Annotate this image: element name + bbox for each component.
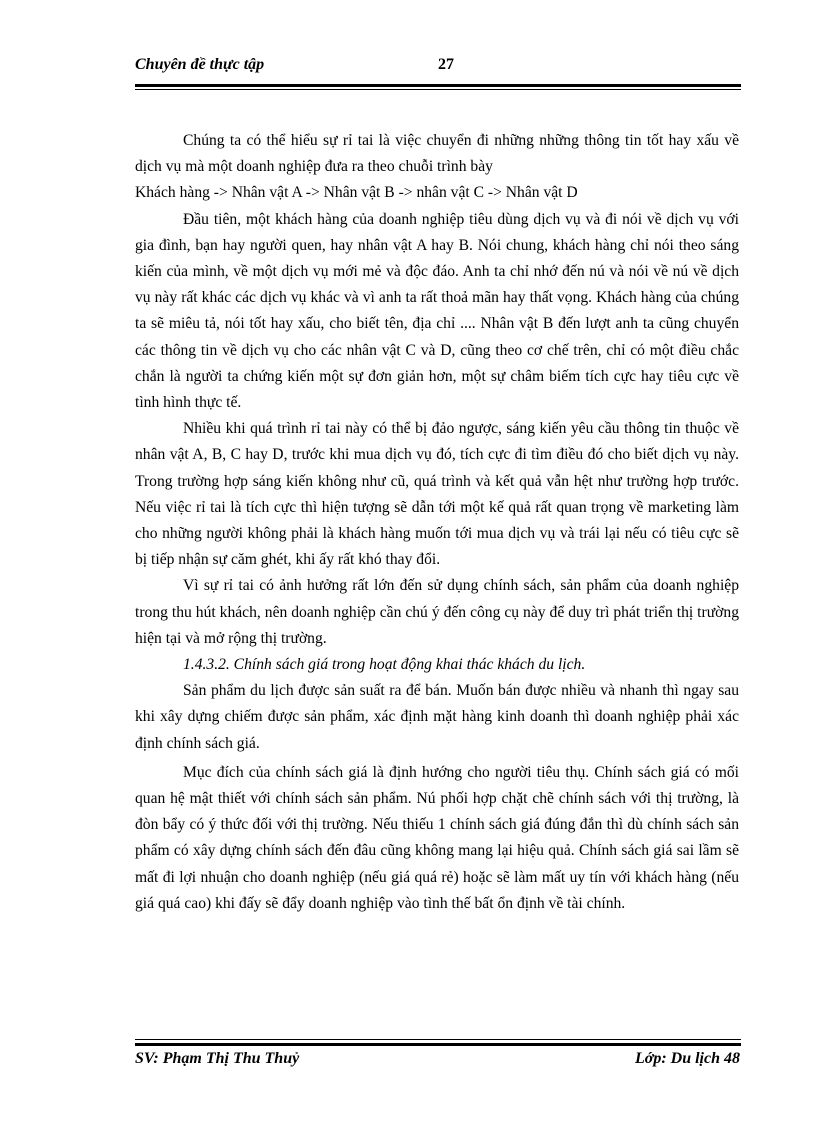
page-number: 27 [438,56,454,73]
process-chain: Khách hàng -> Nhân vật A -> Nhân vật B -> nhân vật C -> Nhân vật D [135,184,578,202]
document-title: Chuyên đề thực tập [135,56,265,73]
paragraph: Nhiều khi quá trình rỉ tai này có thể bị đảo ngược, sáng kiến yêu cầu thông tin thuộc về nhân vật A, B, C hay D, trước khi mua dịch vụ đó, tích cực đi tìm điều đó cho biết dịch vụ này. Trong trường hợp sáng kiến không như cũ, quá trình và kết quả vẫn hệt như trường hợp trước. Nếu việc rỉ tai là tích cực thì hiện tượng sẽ dẫn tới một kế quả rất quan trọng về marketing làm cho những người không phải là khách hàng muốn tới mua dịch vụ và trái lại nếu có tiêu cực sẽ bị tiếp nhận sự căm ghét, khi ấy rất khó thay đổi. [135,420,739,569]
paragraph: Sản phẩm du lịch được sản suất ra để bán. Muốn bán được nhiều và nhanh thì ngay sau khi xây dựng chiếm được sản phẩm, xác định mặt hàng kinh doanh thì doanh nghiệp phải xác định chính sách giá. [135,682,739,752]
paragraph: Đầu tiên, một khách hàng của doanh nghiệp tiêu dùng dịch vụ và đi nói về dịch vụ với gia đình, bạn hay người quen, hay nhân vật A hay B. Nói chung, khách hàng chỉ nói theo sáng kiến của mình, về một dịch vụ mới mẻ và độc đáo. Anh ta chỉ nhớ đến nú và nói về nú về dịch vụ này rất khác các dịch vụ khác và vì anh ta rất thoả mãn hay thất vọng. Khách hàng của chúng ta sẽ miêu tả, nói tốt hay xấu, cho biết tên, địa chỉ .... Nhân vật B đến lượt anh ta cũng chuyển các thông tin về dịch vụ cho các nhân vật C và D, cũng theo cơ chế trên, chỉ có một điều chắc chắn là người ta chứng kiến một sự đơn giản hơn, một sự châm biếm tích cực hay tiêu cực về tình hình thực tế. [135,210,739,412]
footer-rule-thin [135,1039,741,1040]
header-rule-thick [135,84,741,87]
paragraph: Chúng ta có thể hiểu sự rỉ tai là việc chuyển đi những những thông tin tốt hay xấu về dịch vụ mà một doanh nghiệp đưa ra theo chuỗi trình bày [135,132,739,176]
paragraph: Vì sự rỉ tai có ảnh hưởng rất lớn đến sử dụng chính sách, sản phẩm của doanh nghiệp trong thu hút khách, nên doanh nghiệp cần chú ý đến công cụ này để duy trì phát triển thị trường hiện tại và mở rộng thị trường. [135,577,739,647]
body-text [135,128,739,917]
section-heading: 1.4.3.2. Chính sách giá trong hoạt động khai thác khách du lịch. [183,656,586,674]
paragraph: Mục đích của chính sách giá là định hướng cho người tiêu thụ. Chính sách giá có mối quan hệ mật thiết với chính sách sản phẩm. Nú phối hợp chặt chẽ chính sách với thị trường, là đòn bẩy có ý thức đối với thị trường. Nếu thiếu 1 chính sách giá đúng đắn thì dù chính sách sản phẩm có xây dựng chính sách đến đâu cũng không mang lại hiệu quả. Chính sách giá sai lầm sẽ mất đi lợi nhuận cho doanh nghiệp (nếu giá quá rẻ) hoặc sẽ làm mất uy tín với khách hàng (nếu giá quá cao) khi đấy sẽ đẩy doanh nghiệp vào tình thế bất ổn định về tài chính. [135,763,739,912]
footer-rule-thick [135,1043,741,1046]
student-name: SV: Phạm Thị Thu Thuỷ [135,1050,300,1067]
header-rule-thin [135,89,741,90]
class-name: Lớp: Du lịch 48 [634,1050,740,1067]
page-header [135,56,741,82]
